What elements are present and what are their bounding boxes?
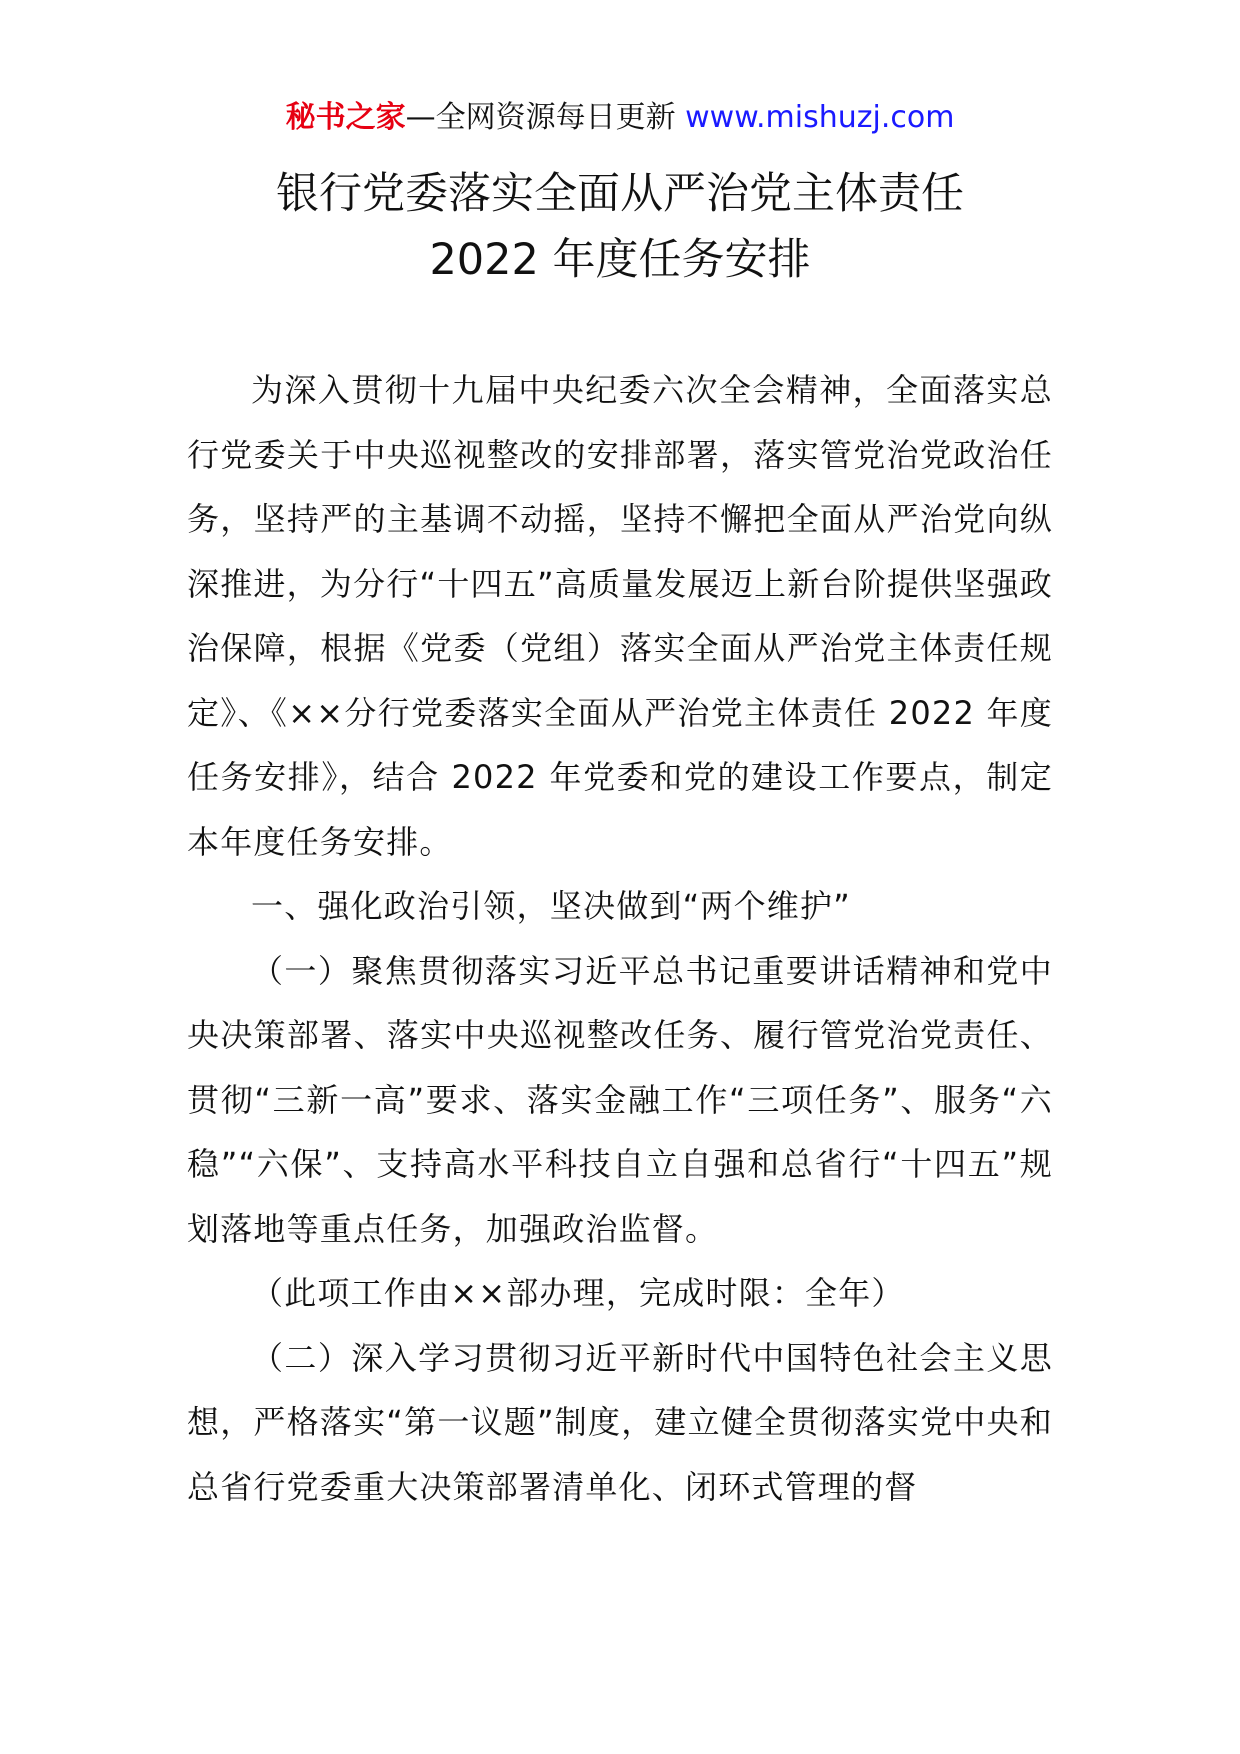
document-body — [187, 358, 1053, 1519]
site-header-banner — [0, 98, 1240, 138]
header-slogan: —全网资源每日更新 — [405, 100, 676, 135]
item-note-1: （此项工作由××部办理，完成时限：全年） — [251, 1274, 905, 1312]
item-paragraph-1: （一）聚焦贯彻落实习近平总书记重要讲话精神和党中央决策部署、落实中央巡视整改任务、履行管党治党责任、贯彻“三新一高”要求、落实金融工作“三项任务”、服务“六稳”“六保”、支持高水平科技自立自强和总省行“十四五”规划落地等重点任务，加强政治监督。 — [187, 951, 1053, 1248]
item-paragraph-2: （二）深入学习贯彻习近平新时代中国特色社会主义思想，严格落实“第一议题”制度，建立健全贯彻落实党中央和总省行党委重大决策部署清单化、闭环式管理的督 — [187, 1338, 1053, 1506]
intro-paragraph: 为深入贯彻十九届中央纪委六次全会精神，全面落实总行党委关于中央巡视整改的安排部署，落实管党治党政治任务，坚持严的主基调不动摇，坚持不懈把全面从严治党向纵深推进，为分行“十四五”高质量发展迈上新台阶提供坚强政治保障，根据《党委（党组）落实全面从严治党主体责任规定》、《××分行党委落实全面从严治党主体责任 2022 年度任务安排》，结合 2022 年党委和党的建设工作要点，制定本年度任务安排。 — [187, 371, 1053, 861]
section-heading-1: 一、强化政治引领，坚决做到“两个维护” — [251, 887, 851, 925]
document-title-line-2: 2022 年度任务安排 — [429, 235, 811, 285]
document-title-line-1: 银行党委落实全面从严治党主体责任 — [276, 169, 964, 219]
brand-name: 秘书之家 — [285, 100, 406, 135]
header-url-link[interactable]: www.mishuzj.com — [685, 100, 955, 135]
